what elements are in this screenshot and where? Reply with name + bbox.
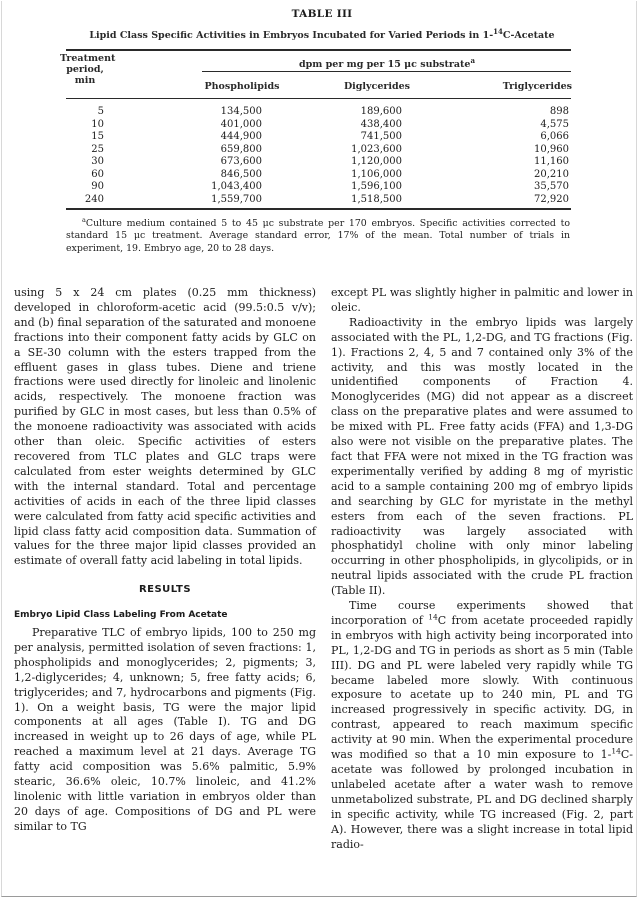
header-phospholipids: Phospholipids: [204, 81, 280, 92]
left-text-column: [14, 286, 316, 835]
cell-period: 30: [91, 156, 104, 167]
table-footnote: $^a$Culture medium contained 5 to 45 μc substrate per 170 embryos. Specific activities corrected to standard 15 μc treatment. Average standard error, 17% of the mean. Total number of trials in experiment, 19. Embryo age, 20 to 28 days.: [66, 216, 570, 254]
header-diglycerides: Diglycerides: [343, 81, 411, 92]
header-bottom-rule: [66, 98, 571, 99]
cell-period: 10: [91, 118, 104, 130]
table-caption: Lipid Class Specific Activities in Embryos Incubated for Varied Periods in 1-$^{14}$C-Acetate: [89, 27, 555, 42]
cell-triglycerides: 898: [549, 106, 569, 117]
subsection-heading: Embryo Lipid Class Labeling From Acetate: [14, 610, 228, 621]
cell-triglycerides: 10,960: [534, 143, 569, 155]
cell-diglycerides: 1,518,500: [351, 193, 402, 205]
table-top-rule: [66, 49, 571, 51]
right-text-column: [331, 286, 633, 852]
section-heading-results: RESULTS: [138, 584, 192, 596]
body-paragraph: except PL was slightly higher in palmitic and lower in oleic.: [331, 286, 633, 314]
cell-phospholipids: 659,800: [220, 143, 262, 155]
table-bottom-rule: [66, 208, 571, 210]
cell-triglycerides: 6,066: [540, 131, 569, 142]
table-row: [2, 106, 640, 119]
header-treatment-period: Treatment period, min: [60, 53, 116, 86]
table-row: [2, 119, 640, 132]
table-title: TABLE III: [291, 8, 353, 20]
cell-triglycerides: 72,920: [534, 193, 569, 205]
cell-period: 90: [91, 181, 104, 192]
body-paragraph: Radioactivity in the embryo lipids was largely associated with the PL, 1,2-DG, and TG fractions (Fig. 1). Fractions 2, 4, 5 and 7 contained only 3% of the activity, and this was mostly located in the unidentified components of Fraction 4. Monoglycerides (MG) did not appear as a discreet class on the preparative plates and were assumed to be mixed with PL. Free fatty acids (FFA) and 1,3-DG also were not visible on the preparative plates. The fact that FFA were not mixed in the TG fraction was experimentally verified by adding 8 mg of myristic acid to a sample containing 200 mg of embryo lipids and searching by GLC for myristate in the methyl esters from each of the seven fractions. PL radioactivity was largely associated with phosphatidyl choline with only minor labeling occurring in other phospholipids, in glycolipids, or in neutral lipids associated with the crude PL fraction (Table II).: [331, 315, 633, 598]
header-group-rule: [202, 71, 571, 72]
cell-diglycerides: 438,400: [360, 118, 402, 130]
cell-phospholipids: 846,500: [220, 168, 262, 180]
cell-period: 5: [97, 106, 104, 117]
cell-diglycerides: 1,023,600: [351, 143, 402, 155]
table-row: [2, 169, 640, 182]
cell-period: 60: [91, 168, 104, 180]
table-row: [2, 194, 640, 207]
body-paragraph: using 5 x 24 cm plates (0.25 mm thickness) developed in chloroform-acetic acid (99.5:0.5 v/v); and (b) final separation of the saturated and monoene fractions into their component fatty acids by GLC on a SE-30 column with the esters trapped from the effluent gases in glass tubes. Diene and triene fractions were used directly for linoleic and linolenic acids, respectively. The monoene fraction was purified by GLC in most cases, but less than 0.5% of the monoene radioactivity was associated with acids other than oleic. Specific activities of esters recovered from TLC plates and GLC traps were calculated from ester weights determined by GLC with the internal standard. Total and percentage activities of acids in each of the three lipid classes were calculated from fatty acid specific activities and lipid class fatty acid composition data. Summation of values for the three major lipid classes provided an estimate of overall fatty acid labeling in total lipids.: [14, 286, 316, 568]
cell-diglycerides: 1,106,000: [351, 168, 402, 180]
cell-period: 15: [91, 131, 104, 142]
header-triglycerides: Triglycerides: [502, 81, 572, 92]
document-page: [1, 1, 637, 897]
table-row: [2, 181, 640, 194]
table-row: [2, 156, 640, 169]
cell-phospholipids: 1,559,700: [211, 193, 262, 205]
cell-diglycerides: 741,500: [360, 131, 402, 142]
cell-period: 25: [91, 143, 104, 155]
cell-diglycerides: 189,600: [360, 106, 402, 117]
cell-period: 240: [84, 193, 104, 205]
cell-phospholipids: 401,000: [220, 118, 262, 130]
cell-diglycerides: 1,120,000: [351, 156, 402, 167]
header-group-label: dpm per mg per 15 μc substrate$^a$: [299, 56, 475, 71]
cell-phospholipids: 1,043,400: [211, 181, 262, 192]
table-row: [2, 131, 640, 144]
body-paragraph: Preparative TLC of embryo lipids, 100 to 250 mg per analysis, permitted isolation of seven fractions: 1, phospholipids and monoglycerides; 2, pigments; 3, 1,2-diglycerides; 4, unknown; 5, free fatty acids; 6, triglycerides; and 7, hydrocarbons and pigments (Fig. 1). On a weight basis, TG were the major lipid components at all ages (Table I). TG and DG increased in weight up to 26 days of age, while PL reached a maximum level at 21 days. Average TG fatty acid composition was 5.6% palmitic, 5.9% stearic, 36.6% oleic, 10.7% linoleic, and 41.2% linolenic with little variation in embryos older than 20 days of age. Compositions of DG and PL were similar to TG: [14, 626, 316, 833]
cell-triglycerides: 35,570: [534, 181, 569, 192]
cell-triglycerides: 11,160: [534, 156, 569, 167]
cell-triglycerides: 20,210: [534, 168, 569, 180]
cell-phospholipids: 444,900: [220, 131, 262, 142]
cell-triglycerides: 4,575: [540, 118, 569, 130]
cell-phospholipids: 134,500: [220, 106, 262, 117]
cell-diglycerides: 1,596,100: [351, 181, 402, 192]
table-row: [2, 144, 640, 157]
body-paragraph: Time course experiments showed that incorporation of $^{14}$C from acetate proceeded rapidly in embryos with high activity being incorporated into PL, 1,2-DG and TG in periods as short as 5 min (Table III). DG and PL were labeled very rapidly while TG became labeled more slowly. With continuous exposure to acetate up to 240 min, PL and TG increased progressively in specific activity. DG, in contrast, appeared to reach maximum specific activity at 90 min. When the experimental procedure was modified so that a 10 min exposure to 1-$^{14}$C-acetate was followed by prolonged incubation in unlabeled acetate after a water wash to remove unmetabolized substrate, PL and DG declined sharply in specific activity, while TG increased (Fig. 2, part A). However, there was a slight increase in total lipid radio-: [331, 599, 633, 851]
cell-phospholipids: 673,600: [220, 156, 262, 167]
